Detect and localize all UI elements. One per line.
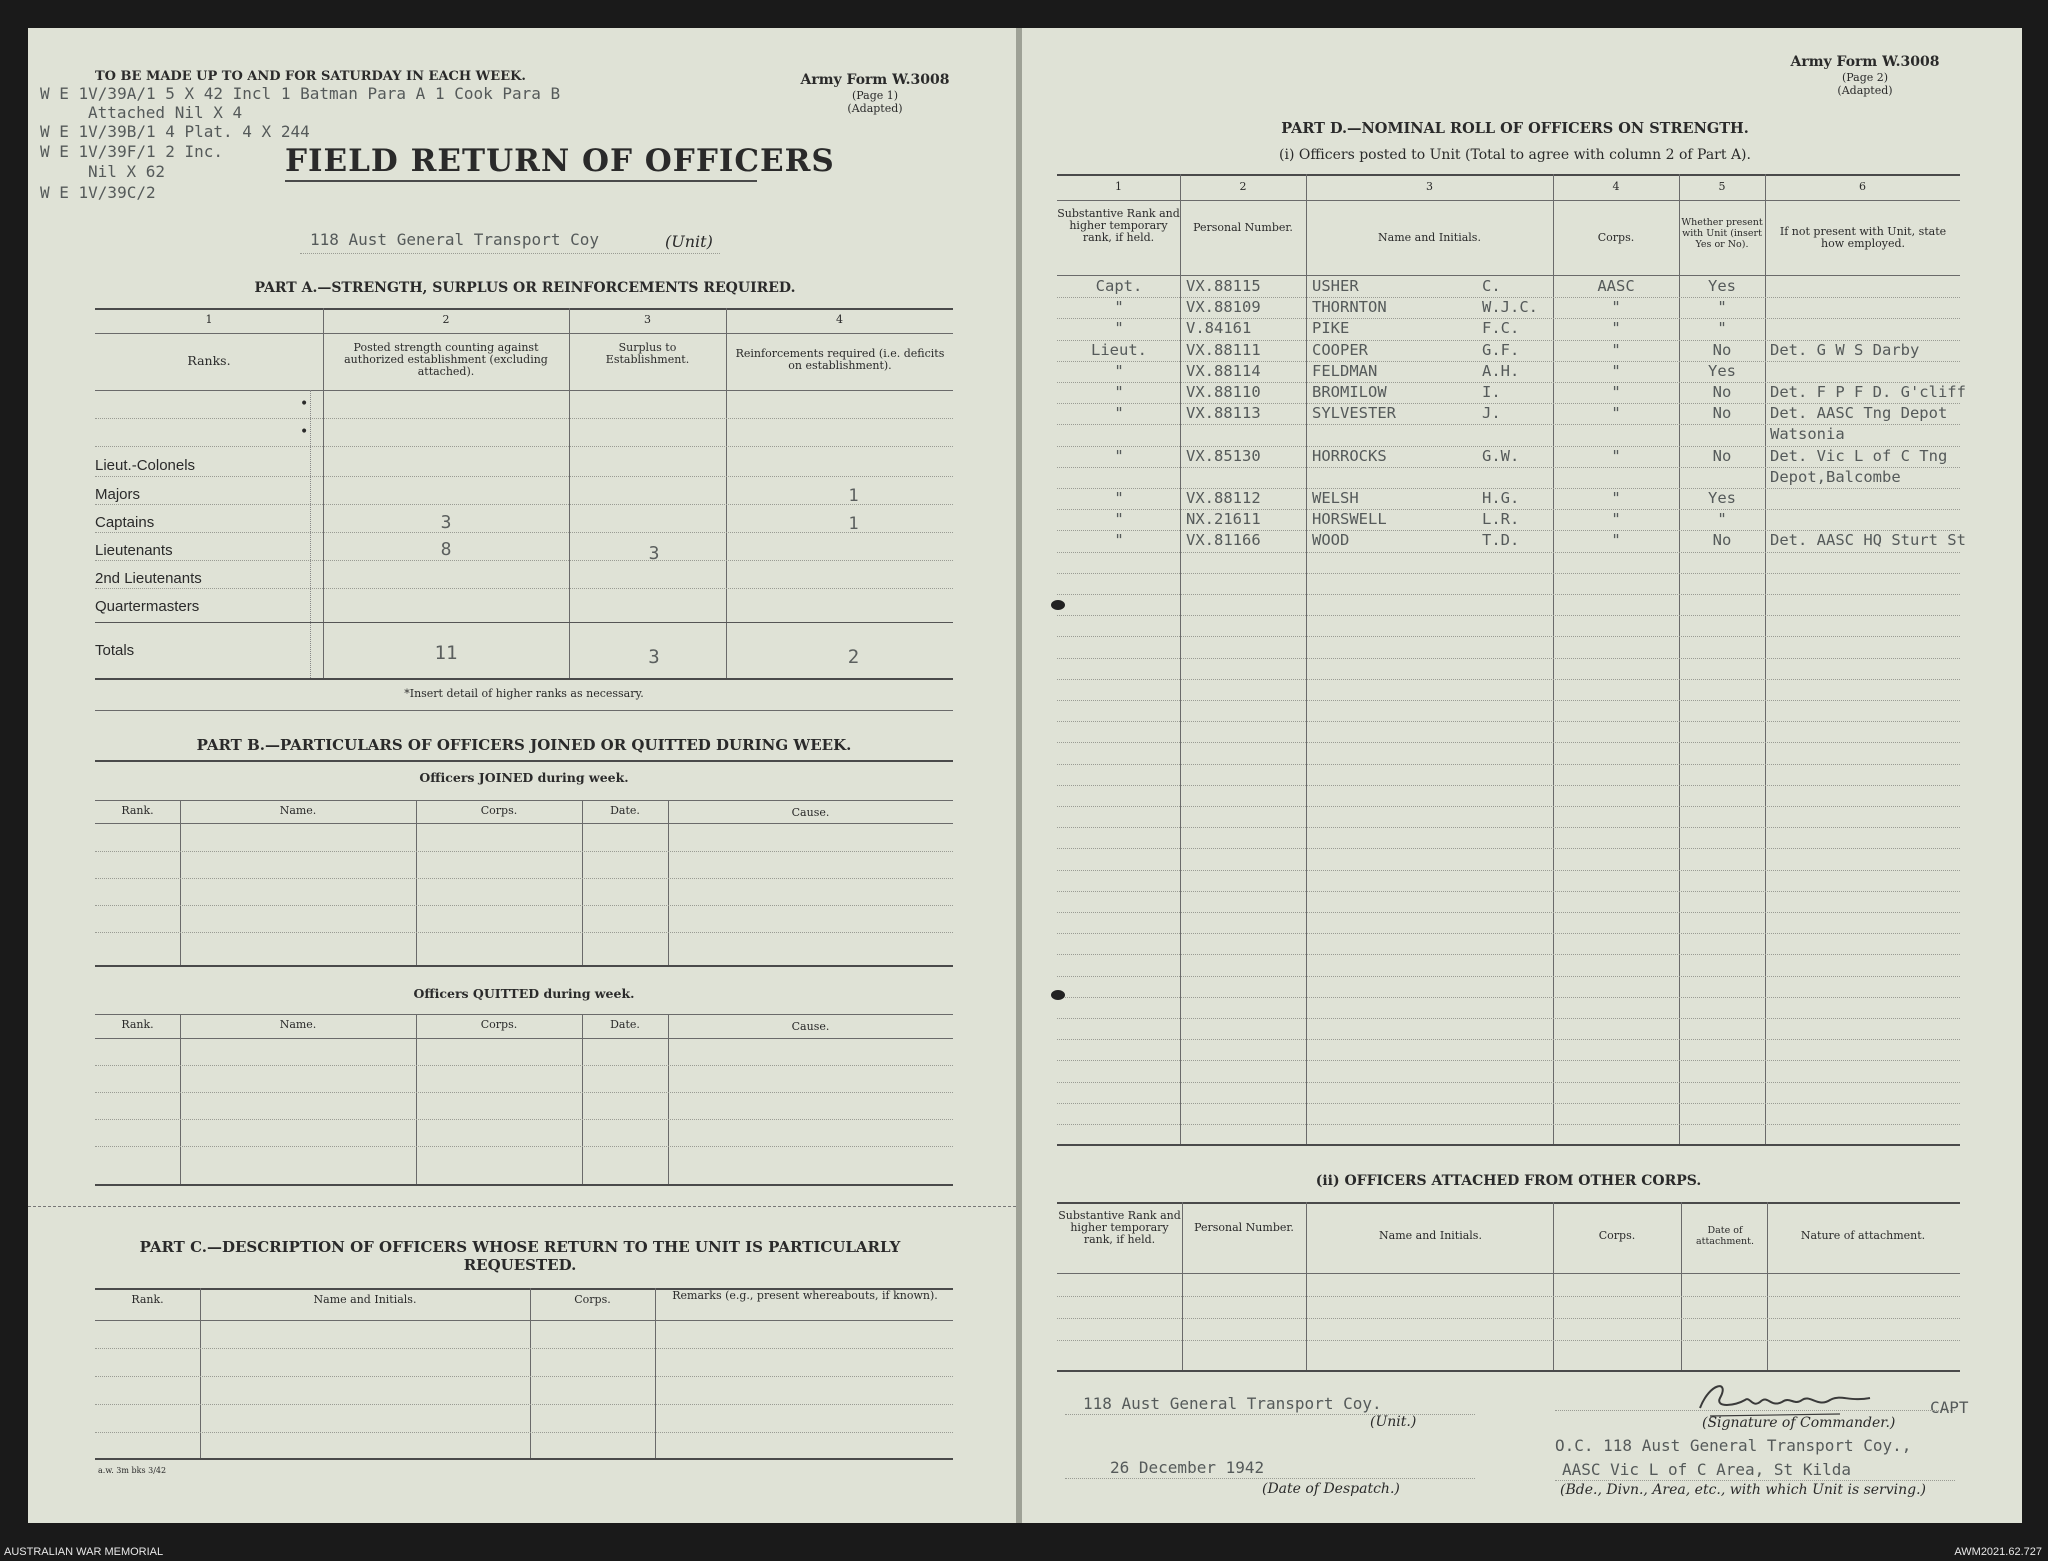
- officer-name: WOOD: [1312, 531, 1350, 550]
- partc-col-name: Name and Initials.: [313, 1293, 417, 1306]
- quitted-col-date: Date.: [610, 1018, 640, 1031]
- pd-col-num-6: 6: [1859, 180, 1866, 193]
- officer-initials: A.H.: [1482, 361, 1520, 380]
- printer-note: a.w. 3m bks 3/42: [98, 1466, 167, 1475]
- quitted-col-rank: Rank.: [121, 1018, 154, 1031]
- officer-corps: ": [1611, 298, 1621, 317]
- pd-head-number: Personal Number.: [1193, 221, 1293, 234]
- totals-label: Totals: [95, 642, 135, 659]
- part-d-heading: PART D.—NOMINAL ROLL OF OFFICERS ON STRENGTH.: [1281, 120, 1749, 137]
- officer-employed: Watsonia: [1770, 425, 1845, 444]
- unit-label: (Unit): [665, 232, 713, 251]
- pd-col-num-4: 4: [1612, 180, 1620, 193]
- lieutenants-posted: 8: [440, 539, 452, 560]
- totals-posted: 11: [434, 642, 458, 664]
- signature-label: (Signature of Commander.): [1702, 1415, 1896, 1431]
- officer-present: No: [1712, 383, 1732, 401]
- pd-col-num-5: 5: [1718, 180, 1726, 193]
- officer-employed: Det. AASC HQ Sturt St: [1770, 531, 1966, 550]
- officer-present: Yes: [1708, 361, 1736, 380]
- officer-initials: T.D.: [1482, 531, 1520, 550]
- part-a-heading: PART A.—STRENGTH, SURPLUS OR REINFORCEMENTS REQUIRED.: [254, 280, 796, 296]
- pd-col-num-3: 3: [1426, 180, 1433, 193]
- officer-initials: C.: [1482, 277, 1501, 295]
- officer-name: SYLVESTER: [1312, 404, 1396, 423]
- totals-reinf: 2: [847, 646, 860, 668]
- officer-employed: Depot,Balcombe: [1770, 467, 1901, 486]
- officer-present: Yes: [1708, 277, 1736, 295]
- signature-rank: CAPT: [1930, 1398, 1969, 1417]
- col-num-4: 4: [836, 313, 843, 326]
- adapted-label-p2: (Adapted): [1837, 84, 1893, 97]
- col-num-1: 1: [205, 313, 213, 326]
- captains-reinf: 1: [848, 514, 859, 534]
- officer-initials: J.: [1482, 404, 1501, 423]
- officer-initials: F.C.: [1482, 319, 1520, 338]
- page-label: (Page 1): [851, 89, 899, 102]
- attached-heading: (ii) OFFICERS ATTACHED FROM OTHER CORPS.: [1315, 1173, 1702, 1189]
- oc-line-1: O.C. 118 Aust General Transport Coy.,: [1555, 1436, 1912, 1455]
- officer-number: VX.88109: [1186, 298, 1261, 317]
- rank-lieutenants: Lieutenants: [95, 542, 173, 559]
- officer-number: VX.88111: [1186, 340, 1261, 359]
- officer-rank: ": [1114, 319, 1124, 338]
- officer-present: No: [1712, 446, 1732, 465]
- col-num-3: 3: [644, 313, 651, 326]
- att-head-rank: Substantive Rank and higher temporary rank, if held.: [1058, 1209, 1181, 1246]
- officer-present: Yes: [1708, 489, 1736, 507]
- part-c-heading: PART C.—DESCRIPTION OF OFFICERS WHOSE RETURN TO THE UNIT IS PARTICULARLY REQUESTED.: [139, 1238, 901, 1274]
- reinforcements-header: Reinforcements required (i.e. deficits on establishment).: [735, 347, 945, 372]
- officer-corps: ": [1611, 489, 1621, 507]
- we-line-5: Nil X 62: [88, 162, 166, 181]
- officer-number: VX.85130: [1186, 446, 1261, 465]
- officer-corps: ": [1611, 510, 1621, 529]
- form-number: Army Form W.3008: [800, 72, 950, 88]
- partc-col-remarks: Remarks (e.g., present whereabouts, if known).: [672, 1289, 938, 1302]
- att-head-name: Name and Initials.: [1379, 1229, 1482, 1242]
- joined-col-name: Name.: [279, 804, 317, 817]
- officer-corps: ": [1611, 340, 1621, 359]
- pd-col-num-1: 1: [1115, 180, 1122, 193]
- we-line-1: W E 1V/39A/1 5 X 42 Incl 1 Batman Para A 1 Cook Para B: [40, 84, 561, 103]
- joined-col-cause: Cause.: [791, 806, 830, 819]
- pd-head-name: Name and Initials.: [1378, 231, 1481, 244]
- pd-head-employed: If not present with Unit, state how employed.: [1779, 225, 1947, 250]
- adapted-label: (Adapted): [847, 102, 903, 115]
- officer-rank: ": [1114, 298, 1124, 317]
- quitted-col-corps: Corps.: [480, 1018, 518, 1031]
- officer-name: USHER: [1312, 277, 1359, 295]
- page-label-p2: (Page 2): [1841, 71, 1889, 84]
- lieutenants-surplus: 3: [648, 543, 660, 564]
- joined-col-date: Date.: [610, 804, 640, 817]
- att-head-number: Personal Number.: [1194, 1221, 1294, 1234]
- ranks-header: Ranks.: [187, 353, 231, 368]
- we-line-6: W E 1V/39C/2: [40, 183, 156, 202]
- officer-corps: ": [1611, 531, 1621, 550]
- att-head-corps: Corps.: [1598, 1229, 1636, 1242]
- officer-number: VX.88110: [1186, 383, 1261, 401]
- officer-corps: ": [1611, 361, 1621, 380]
- pd-col-num-2: 2: [1239, 180, 1247, 193]
- part-a-footnote: *Insert detail of higher ranks as necessary.: [404, 687, 644, 700]
- form-title: FIELD RETURN OF OFFICERS: [285, 143, 835, 179]
- majors-reinf: 1: [848, 486, 859, 506]
- officer-number: VX.88113: [1186, 404, 1261, 423]
- officer-rank: Capt.: [1095, 277, 1143, 295]
- joined-col-corps: Corps.: [480, 804, 518, 817]
- form-page-2: [1020, 28, 2022, 1523]
- officer-number: NX.21611: [1186, 510, 1261, 529]
- officer-present: No: [1712, 340, 1732, 359]
- officer-rank: ": [1114, 446, 1124, 465]
- officer-number: VX.81166: [1186, 531, 1261, 550]
- pd-head-rank: Substantive Rank and higher temporary rank, if held.: [1057, 207, 1180, 244]
- unit-typed-p2: 118 Aust General Transport Coy.: [1083, 1394, 1382, 1413]
- we-line-3: W E 1V/39B/1 4 Plat. 4 X 244: [40, 122, 310, 141]
- officer-employed: Det. F P F D. G'cliff: [1770, 383, 1966, 401]
- joined-heading: Officers JOINED during week.: [419, 770, 629, 785]
- officer-corps: ": [1611, 319, 1621, 338]
- officer-present: ": [1717, 319, 1727, 338]
- rank-captains: Captains: [95, 514, 155, 531]
- officer-name: FELDMAN: [1312, 361, 1378, 380]
- officer-number: V.84161: [1186, 319, 1252, 338]
- att-head-date: Date of attachment.: [1696, 1225, 1754, 1247]
- officer-initials: W.J.C.: [1482, 298, 1538, 317]
- col-num-2: 2: [442, 313, 450, 326]
- att-head-nature: Nature of attachment.: [1800, 1229, 1926, 1242]
- officer-name: HORSWELL: [1312, 510, 1387, 529]
- unit-label-p2: (Unit.): [1370, 1414, 1417, 1430]
- form-number-p2: Army Form W.3008: [1790, 54, 1940, 70]
- officer-present: No: [1712, 404, 1732, 423]
- footer-right: AWM2021.62.727: [1954, 1546, 2042, 1558]
- part-b-heading: PART B.—PARTICULARS OF OFFICERS JOINED OR QUITTED DURING WEEK.: [196, 736, 852, 754]
- officer-initials: H.G.: [1482, 489, 1520, 507]
- rank-quartermasters: Quartermasters: [95, 598, 200, 615]
- officer-rank: ": [1114, 489, 1124, 507]
- officer-number: VX.88115: [1186, 277, 1261, 295]
- totals-surplus: 3: [648, 646, 660, 668]
- punch-hole-top: [1051, 600, 1065, 610]
- officer-name: THORNTON: [1312, 298, 1387, 317]
- partc-col-rank: Rank.: [131, 1293, 164, 1306]
- officer-present: ": [1717, 298, 1727, 317]
- officer-corps: ": [1611, 446, 1621, 465]
- rank-2nd-lieutenants: 2nd Lieutenants: [95, 570, 202, 587]
- officer-corps: ": [1611, 383, 1621, 401]
- officer-employed: Det. AASC Tng Depot: [1770, 404, 1948, 423]
- officer-present: ": [1717, 510, 1727, 529]
- rank-lt-colonels: Lieut.-Colonels: [95, 457, 196, 474]
- instruction-text: TO BE MADE UP TO AND FOR SATURDAY IN EACH WEEK.: [95, 69, 526, 84]
- posted-header: Posted strength counting against authorized establishment (excluding attached).: [344, 341, 548, 378]
- officer-initials: I.: [1482, 383, 1501, 401]
- officer-rank: ": [1114, 404, 1124, 423]
- oc-line-2: AASC Vic L of C Area, St Kilda: [1562, 1460, 1851, 1479]
- quitted-col-cause: Cause.: [791, 1020, 830, 1033]
- officer-present: No: [1712, 531, 1732, 550]
- bde-label: (Bde., Divn., Area, etc., with which Unit is serving.): [1560, 1482, 1927, 1498]
- officer-rank: ": [1114, 531, 1124, 550]
- partc-col-corps: Corps.: [574, 1293, 611, 1306]
- captains-posted: 3: [440, 512, 452, 533]
- we-line-4: W E 1V/39F/1 2 Inc.: [40, 142, 224, 161]
- officer-initials: L.R.: [1482, 510, 1520, 529]
- officer-corps: ": [1611, 404, 1621, 423]
- quitted-col-name: Name.: [279, 1018, 317, 1031]
- officer-name: PIKE: [1312, 319, 1350, 338]
- officer-rank: ": [1114, 383, 1124, 401]
- surplus-header: Surplus to Establishment.: [605, 341, 690, 366]
- joined-col-rank: Rank.: [121, 804, 154, 817]
- officer-name: COOPER: [1312, 340, 1368, 359]
- officer-number: VX.88112: [1186, 489, 1261, 507]
- unit-name-typed: 118 Aust General Transport Coy: [310, 230, 599, 249]
- punch-hole-bottom: [1051, 990, 1065, 1000]
- part-d-subheading-i: (i) Officers posted to Unit (Total to agree with column 2 of Part A).: [1279, 147, 1751, 163]
- officer-employed: Det. G W S Darby: [1770, 340, 1920, 359]
- page-fold: [1016, 28, 1022, 1523]
- officer-name: WELSH: [1312, 489, 1359, 507]
- quitted-heading: Officers QUITTED during week.: [413, 986, 635, 1001]
- officer-rank: ": [1114, 361, 1124, 380]
- rank-majors: Majors: [95, 486, 141, 503]
- officer-name: BROMILOW: [1312, 383, 1387, 401]
- date-typed: 26 December 1942: [1110, 1458, 1265, 1477]
- we-line-2: Attached Nil X 4: [88, 103, 243, 122]
- officer-rank: Lieut.: [1091, 340, 1147, 359]
- footer-left: AUSTRALIAN WAR MEMORIAL: [4, 1546, 164, 1558]
- officer-corps: AASC: [1597, 277, 1635, 295]
- officer-initials: G.W.: [1482, 446, 1520, 465]
- officer-initials: G.F.: [1482, 340, 1520, 359]
- officer-rank: ": [1114, 510, 1124, 529]
- officer-number: VX.88114: [1186, 361, 1261, 380]
- officer-name: HORROCKS: [1312, 446, 1387, 465]
- date-label: (Date of Despatch.): [1262, 1481, 1400, 1497]
- officer-employed: Det. Vic L of C Tng: [1770, 446, 1948, 465]
- pd-head-corps: Corps.: [1597, 231, 1635, 244]
- pd-head-present: Whether present with Unit (insert Yes or No).: [1681, 217, 1763, 250]
